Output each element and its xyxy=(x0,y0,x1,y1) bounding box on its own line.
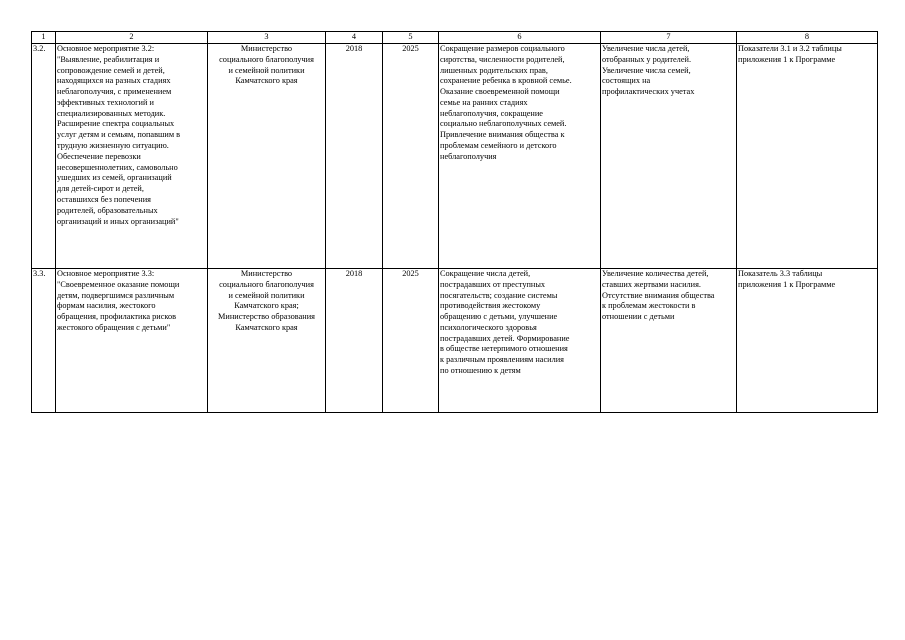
header-cell-1: 1 xyxy=(32,32,56,44)
start-year: 2018 xyxy=(326,269,383,413)
header-cell-6: 6 xyxy=(439,32,601,44)
header-cell-7: 7 xyxy=(601,32,737,44)
row-number: 3.2. xyxy=(32,44,56,269)
header-cell-8: 8 xyxy=(737,32,878,44)
end-year: 2025 xyxy=(383,269,439,413)
end-year: 2025 xyxy=(383,44,439,269)
measure-description: Основное мероприятие 3.2: "Выявление, реабилитация и сопровождение семей и детей, находящихся на разных стадиях неблагополучия, с применением эффективных технологий и специализированных методик. Расширение спектра социальных услуг детям и семьям, попавшим в трудную жизненную ситуацию. Обеспечение перевозки несовершеннолетних, самовольно ушедших из семей, организаций для детей-сирот и детей, оставшихся без попечения родителей, образовательных организаций и иных организаций" xyxy=(56,44,208,269)
program-measures-table xyxy=(31,31,878,413)
header-cell-3: 3 xyxy=(208,32,326,44)
header-row xyxy=(32,32,878,44)
responsible-executor: Министерство социального благополучия и семейной политики Камчатского края; Министерство образования Камчатского края xyxy=(208,269,326,413)
expected-result: Сокращение размеров социального сиротства, численности родителей, лишенных родительских прав, сохранение ребенка в кровной семье. Оказание своевременной помощи семье на ранних стадиях неблагополучия, сокращение социально неблагополучных семей. Привлечение внимания общества к проблемам семейного и детского неблагополучия xyxy=(439,44,601,269)
start-year: 2018 xyxy=(326,44,383,269)
non-implementation-consequences: Увеличение числа детей, отобранных у родителей. Увеличение числа семей, состоящих на профилактических учетах xyxy=(601,44,737,269)
measure-description: Основное мероприятие 3.3: "Своевременное оказание помощи детям, подвергшимся различным формам насилия, жестокого обращения, профилактика рисков жестокого обращения с детьми" xyxy=(56,269,208,413)
table-row xyxy=(32,44,878,269)
row-number: 3.3. xyxy=(32,269,56,413)
table-row xyxy=(32,269,878,413)
header-cell-5: 5 xyxy=(383,32,439,44)
header-cell-4: 4 xyxy=(326,32,383,44)
header-cell-2: 2 xyxy=(56,32,208,44)
related-indicators: Показатель 3.3 таблицы приложения 1 к Программе xyxy=(737,269,878,413)
non-implementation-consequences: Увеличение количества детей, ставших жертвами насилия. Отсутствие внимания общества к проблемам жестокости в отношении с детьми xyxy=(601,269,737,413)
responsible-executor: Министерство социального благополучия и семейной политики Камчатского края xyxy=(208,44,326,269)
related-indicators: Показатели 3.1 и 3.2 таблицы приложения 1 к Программе xyxy=(737,44,878,269)
expected-result: Сокращение числа детей, пострадавших от преступных посягательств; создание системы противодействия жестокому обращению с детьми, улучшение психологического здоровья пострадавших детей. Формирование в обществе нетерпимого отношения к различным проявлениям насилия по отношению к детям xyxy=(439,269,601,413)
